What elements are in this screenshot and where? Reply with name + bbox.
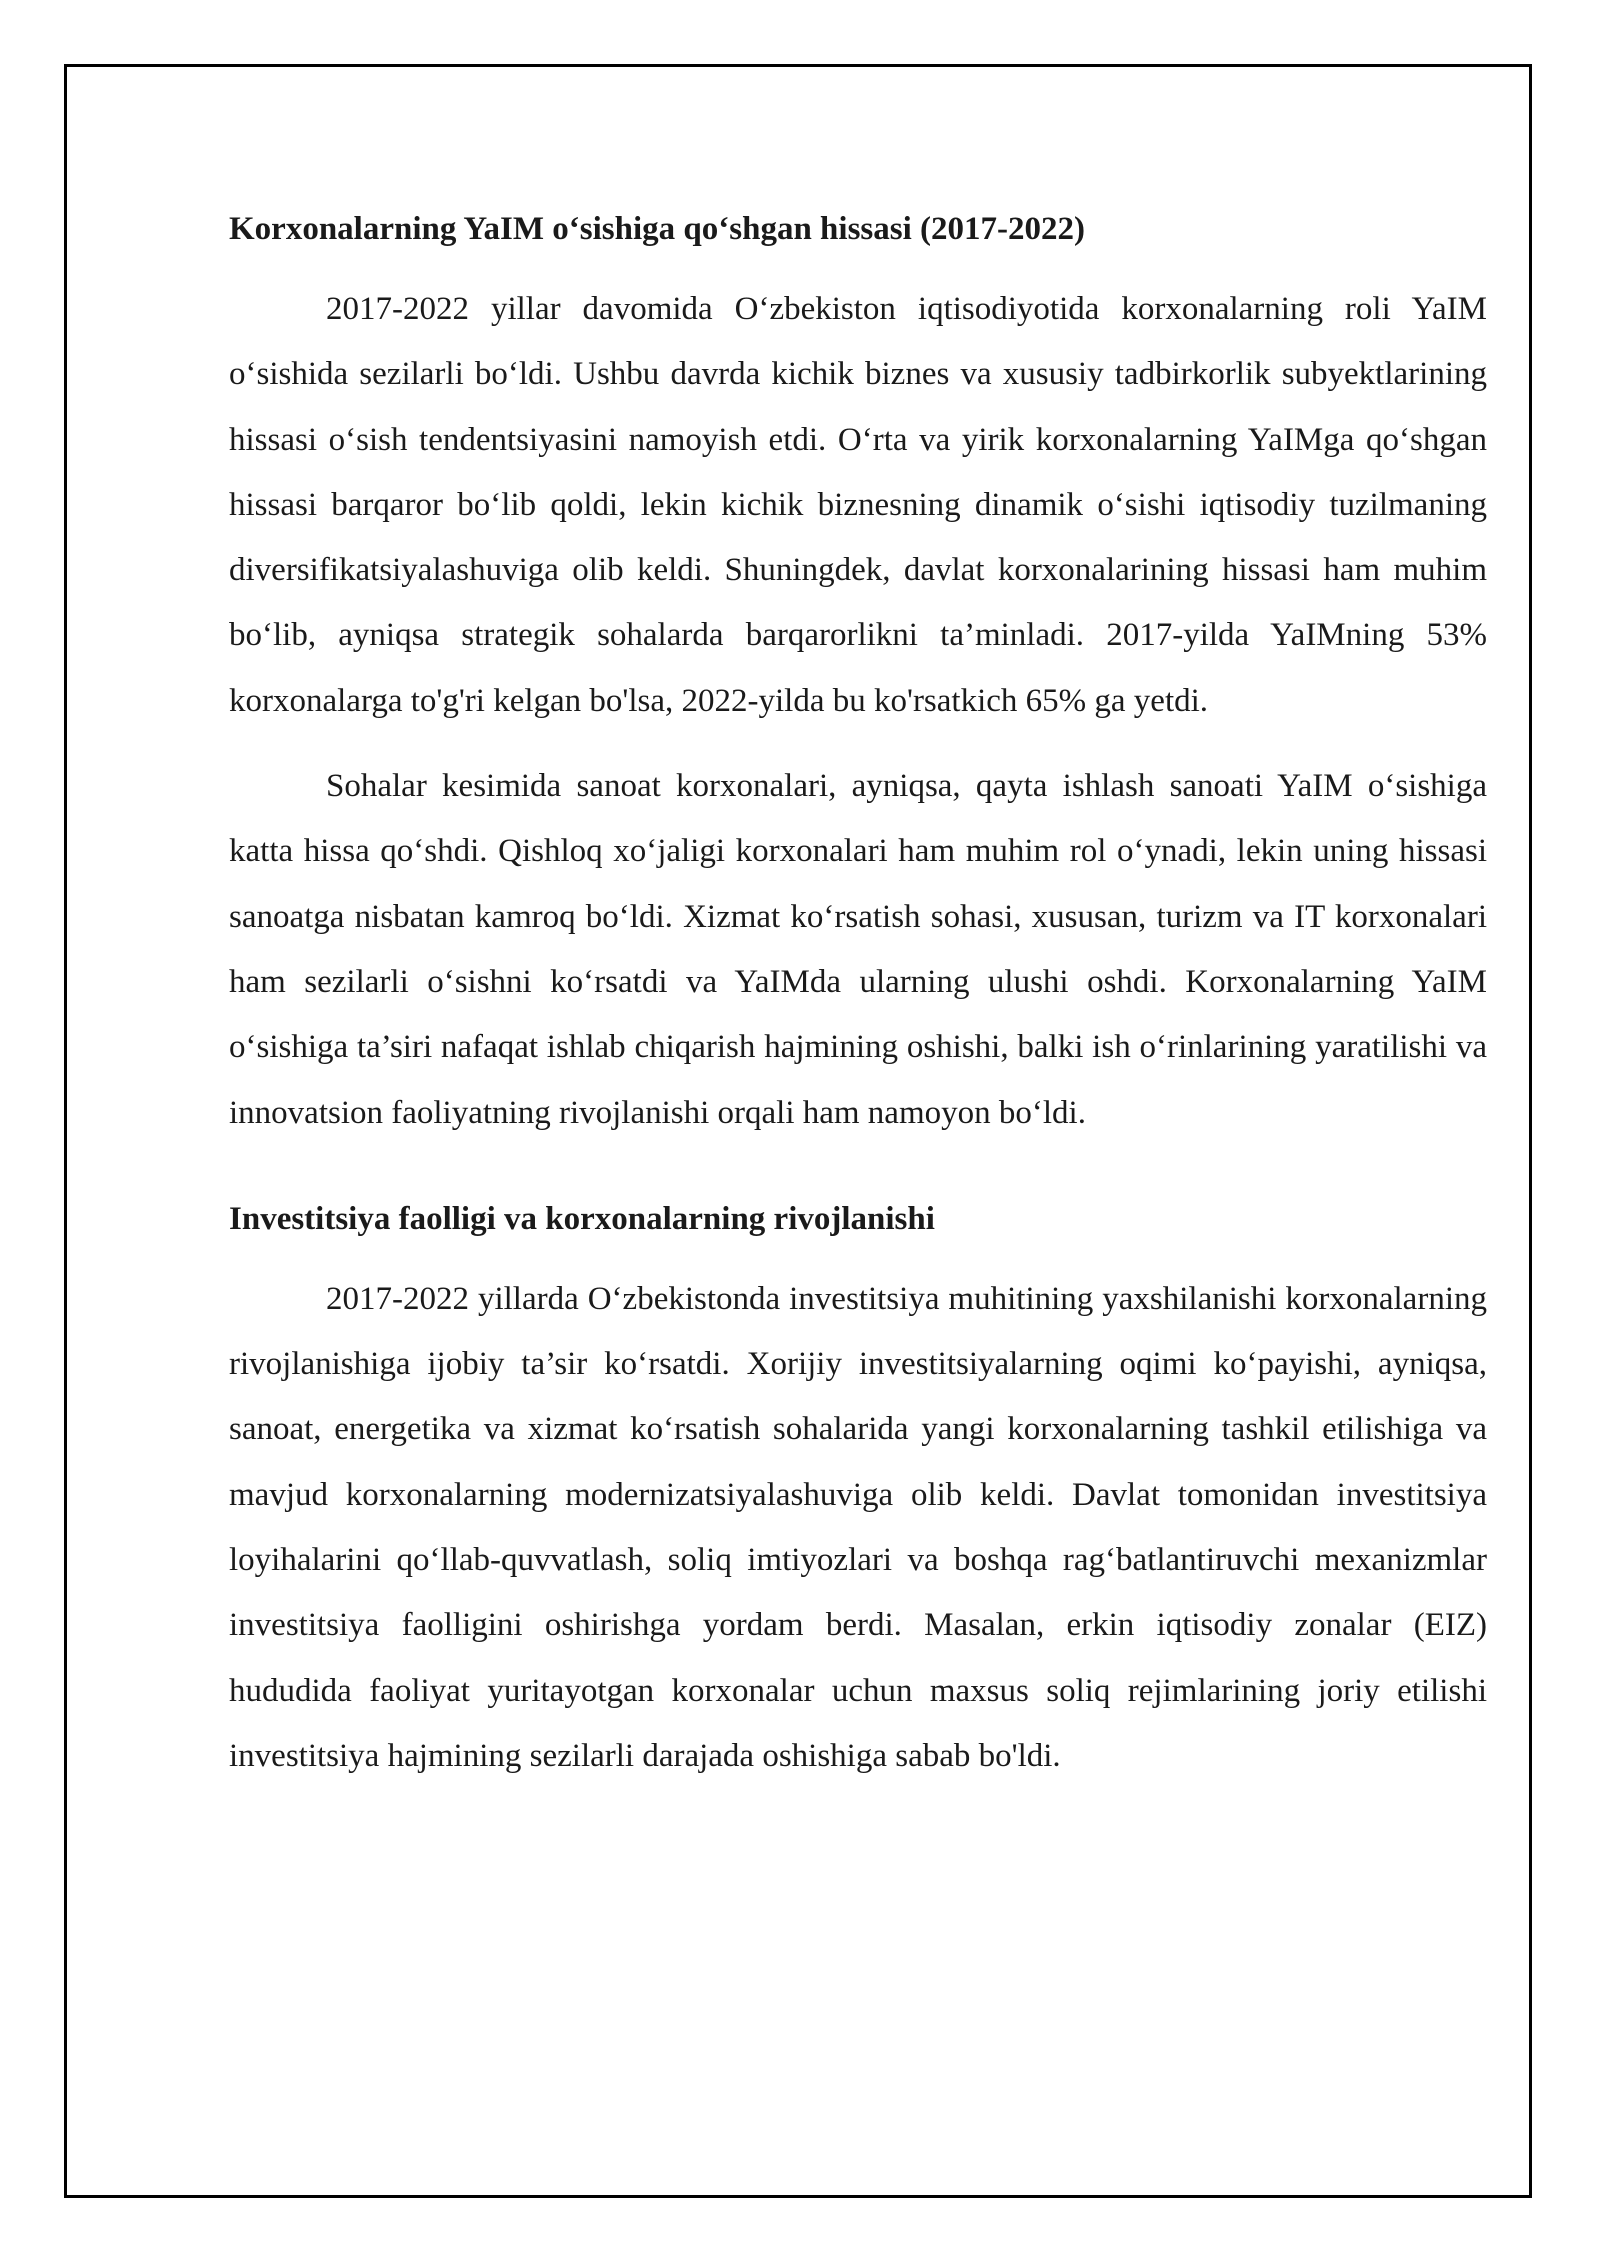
section-heading-gdp-contribution: Korxonalarning YaIM o‘sishiga qo‘shgan hissasi (2017-2022) [229,211,1085,247]
spacer [229,1252,1487,1267]
spacer [229,1146,1487,1187]
paragraph-gdp-1: 2017-2022 yillar davomida O‘zbekiston iqtisodiyotida korxonalarning roli YaIM o‘sishida sezilarli bo‘ldi. Ushbu davrda kichik biznes va xususiy tadbirkorlik subyektlarining hissasi o‘sish tendentsiyasini namoyish etdi. O‘rta va yirik korxonalarning YaIMga qo‘shgan hissasi barqaror bo‘lib qoldi, lekin kichik biznesning dinamik o‘sishi iqtisodiy tuzilmaning diversifikatsiyalashuviga olib keldi. Shuningdek, davlat korxonalarining hissasi ham muhim bo‘lib, ayniqsa strategik sohalarda barqarorlikni ta’minladi. 2017-yilda YaIMning 53% korxonalarga to'g'ri kelgan bo'lsa, 2022-yilda bu ko'rsatkich 65% ga yetdi. [229,291,1487,719]
document-body [229,197,1487,1789]
spacer [229,734,1487,754]
section-heading-investment: Investitsiya faolligi va korxonalarning rivojlanishi [229,1200,935,1237]
paragraph-gdp-2: Sohalar kesimida sanoat korxonalari, ayniqsa, qayta ishlash sanoati YaIM o‘sishiga katta hissa qo‘shdi. Qishloq xo‘jaligi korxonalari ham muhim rol o‘ynadi, lekin uning hissasi sanoatga nisbatan kamroq bo‘ldi. Xizmat ko‘rsatish sohasi, xususan, turizm va IT korxonalari ham sezilarli o‘sishni ko‘rsatdi va YaIMda ularning ulushi oshdi. Korxonalarning YaIM o‘sishiga ta’siri nafaqat ishlab chiqarish hajmining oshishi, balki ish o‘rinlarining yaratilishi va innovatsion faoliyatning rivojlanishi orqali ham namoyon bo‘ldi. [229,768,1487,1131]
paragraph-investment-1: 2017-2022 yillarda O‘zbekistonda investitsiya muhitining yaxshilanishi korxonalarning rivojlanishiga ijobiy ta’sir ko‘rsatdi. Xorijiy investitsiyalarning oqimi ko‘payishi, ayniqsa, sanoat, energetika va xizmat ko‘rsatish sohalarida yangi korxonalarning tashkil etilishiga va mavjud korxonalarning modernizatsiyalashuviga olib keldi. Davlat tomonidan investitsiya loyihalarini qo‘llab-quvvatlash, soliq imtiyozlari va boshqa rag‘batlantiruvchi mexanizmlar investitsiya faolligini oshirishga yordam berdi. Masalan, erkin iqtisodiy zonalar (EIZ) hududida faoliyat yuritayotgan korxonalar uchun maxsus soliq rejimlarining joriy etilishi investitsiya hajmining sezilarli darajada oshishiga sabab bo'ldi. [229,1280,1487,1774]
spacer [229,262,1487,277]
